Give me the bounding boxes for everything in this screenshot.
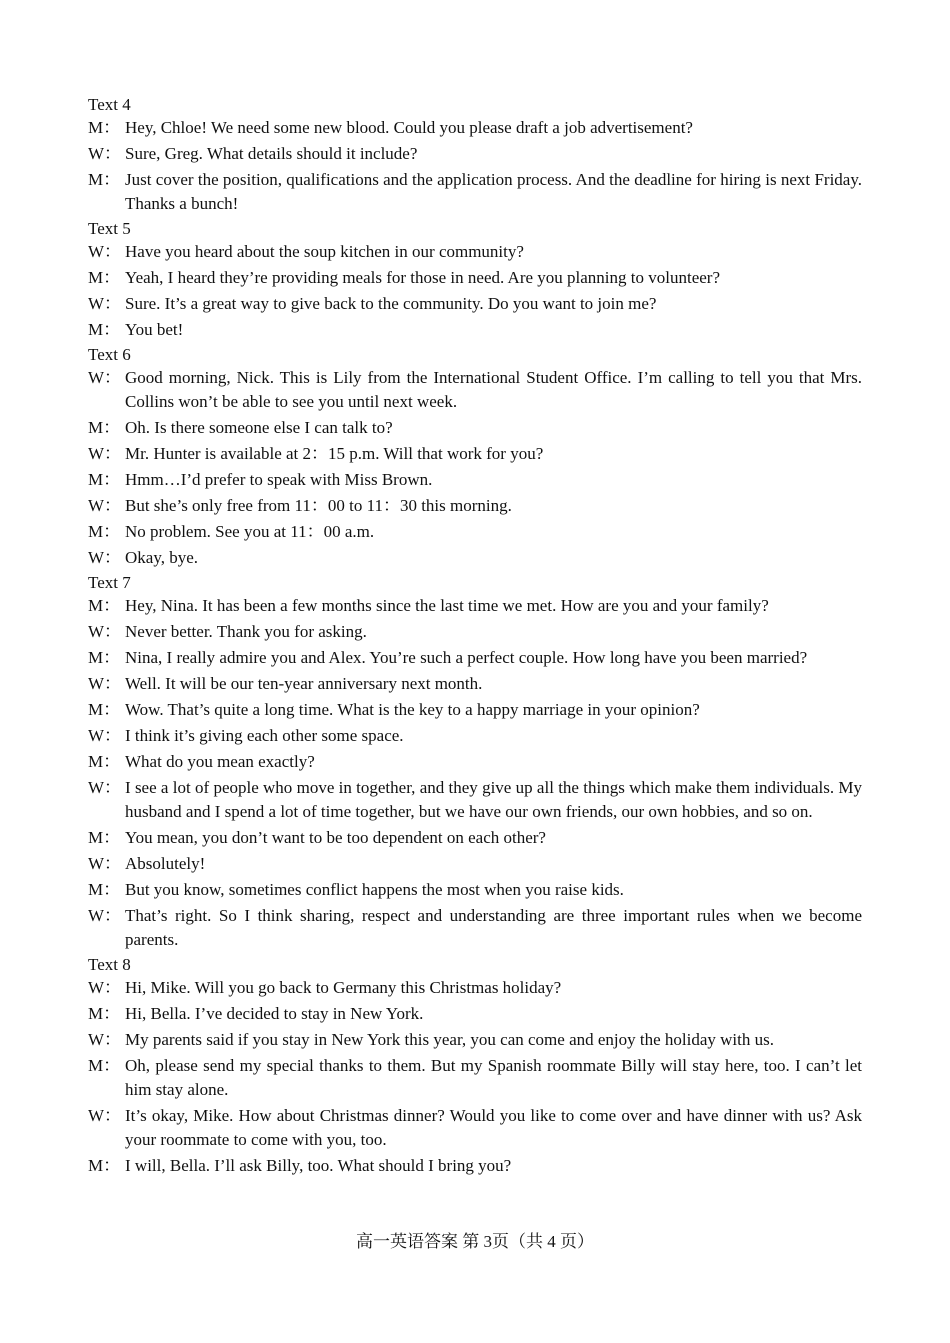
dialogue-text: Good morning, Nick. This is Lily from the International Student Office. I’m calling to tell you that Mrs. Collins won’t be able to see you until next week. bbox=[125, 368, 862, 411]
dialogue-text: I will, Bella. I’ll ask Billy, too. What should I bring you? bbox=[125, 1156, 512, 1175]
dialogue-line bbox=[88, 1104, 862, 1152]
dialogue-line bbox=[88, 1002, 862, 1026]
speaker-label: M： bbox=[88, 320, 121, 339]
speaker-label: M： bbox=[88, 418, 121, 437]
speaker-label: W： bbox=[88, 906, 122, 925]
dialogue-line bbox=[88, 116, 862, 140]
dialogue-text: Hey, Nina. It has been a few months since the last time we met. How are you and your family? bbox=[125, 596, 769, 615]
dialogue-line bbox=[88, 442, 862, 466]
dialogue-line bbox=[88, 266, 862, 290]
dialogue-line bbox=[88, 826, 862, 850]
speaker-label: M： bbox=[88, 118, 121, 137]
speaker-label: W： bbox=[88, 368, 122, 387]
speaker-label: M： bbox=[88, 1056, 121, 1075]
dialogue-text: I see a lot of people who move in together, and they give up all the things which make them individuals. My husband and I spend a lot of time together, but we have our own friends, our own hobbies, and so on. bbox=[125, 778, 862, 821]
dialogue-text: Oh, please send my special thanks to them. But my Spanish roommate Billy will stay here, too. I can’t let him stay alone. bbox=[125, 1056, 862, 1099]
dialogue-line bbox=[88, 594, 862, 618]
dialogue-text: Have you heard about the soup kitchen in our community? bbox=[125, 242, 524, 261]
section-title: Text 6 bbox=[88, 345, 131, 364]
dialogue-text: Nina, I really admire you and Alex. You’re such a perfect couple. How long have you been married? bbox=[125, 648, 808, 667]
dialogue-text: Just cover the position, qualifications and the application process. And the deadline for hiring is next Friday. Thanks a bunch! bbox=[125, 170, 862, 213]
speaker-label: W： bbox=[88, 242, 122, 261]
speaker-label: M： bbox=[88, 470, 121, 489]
speaker-label: M： bbox=[88, 828, 121, 847]
dialogue-line bbox=[88, 366, 862, 414]
speaker-label: M： bbox=[88, 268, 121, 287]
speaker-label: M： bbox=[88, 648, 121, 667]
speaker-label: W： bbox=[88, 778, 122, 797]
transcript-section bbox=[88, 94, 862, 216]
speaker-label: M： bbox=[88, 170, 121, 189]
speaker-label: M： bbox=[88, 522, 121, 541]
dialogue-line bbox=[88, 546, 862, 570]
dialogue-line bbox=[88, 620, 862, 644]
speaker-label: M： bbox=[88, 1156, 121, 1175]
dialogue-text: Never better. Thank you for asking. bbox=[125, 622, 367, 641]
dialogue-line bbox=[88, 750, 862, 774]
dialogue-text: Okay, bye. bbox=[125, 548, 199, 567]
dialogue-text: I think it’s giving each other some space. bbox=[125, 726, 404, 745]
dialogue-line bbox=[88, 494, 862, 518]
dialogue-line bbox=[88, 724, 862, 748]
dialogue-text: Sure, Greg. What details should it include? bbox=[125, 144, 418, 163]
dialogue-text: You bet! bbox=[125, 320, 184, 339]
dialogue-line bbox=[88, 168, 862, 216]
speaker-label: W： bbox=[88, 854, 122, 873]
dialogue-text: No problem. See you at 11：00 a.m. bbox=[125, 522, 375, 541]
speaker-label: W： bbox=[88, 144, 122, 163]
dialogue-line bbox=[88, 142, 862, 166]
section-title: Text 7 bbox=[88, 573, 131, 592]
dialogue-text: Hi, Mike. Will you go back to Germany this Christmas holiday? bbox=[125, 978, 562, 997]
speaker-label: W： bbox=[88, 496, 122, 515]
dialogue-line bbox=[88, 520, 862, 544]
transcript-section bbox=[88, 344, 862, 570]
speaker-label: M： bbox=[88, 1004, 121, 1023]
speaker-label: W： bbox=[88, 548, 122, 567]
dialogue-text: Absolutely! bbox=[125, 854, 206, 873]
page-footer: 高一英语答案 第 3页（共 4 页） bbox=[356, 1232, 594, 1251]
dialogue-text: Sure. It’s a great way to give back to the community. Do you want to join me? bbox=[125, 294, 657, 313]
dialogue-line bbox=[88, 646, 862, 670]
transcript-section bbox=[88, 572, 862, 952]
dialogue-text: Yeah, I heard they’re providing meals for those in need. Are you planning to volunteer? bbox=[125, 268, 720, 287]
dialogue-line bbox=[88, 416, 862, 440]
dialogue-line bbox=[88, 318, 862, 342]
speaker-label: W： bbox=[88, 444, 122, 463]
speaker-label: W： bbox=[88, 726, 122, 745]
dialogue-line bbox=[88, 878, 862, 902]
speaker-label: M： bbox=[88, 752, 121, 771]
dialogue-text: Hey, Chloe! We need some new blood. Could you please draft a job advertisement? bbox=[125, 118, 693, 137]
dialogue-text: Hi, Bella. I’ve decided to stay in New York. bbox=[125, 1004, 424, 1023]
dialogue-text: But you know, sometimes conflict happens the most when you raise kids. bbox=[125, 880, 624, 899]
dialogue-line bbox=[88, 904, 862, 952]
dialogue-text: That’s right. So I think sharing, respect and understanding are three important rules when we become parents. bbox=[125, 906, 862, 949]
speaker-label: M： bbox=[88, 596, 121, 615]
dialogue-line bbox=[88, 1154, 862, 1178]
speaker-label: W： bbox=[88, 1106, 122, 1125]
transcript-page bbox=[88, 94, 862, 1180]
speaker-label: W： bbox=[88, 622, 122, 641]
dialogue-text: Wow. That’s quite a long time. What is the key to a happy marriage in your opinion? bbox=[125, 700, 700, 719]
dialogue-text: Hmm…I’d prefer to speak with Miss Brown. bbox=[125, 470, 433, 489]
dialogue-line bbox=[88, 292, 862, 316]
dialogue-line bbox=[88, 852, 862, 876]
dialogue-text: But she’s only free from 11：00 to 11：30 this morning. bbox=[125, 496, 512, 515]
speaker-label: M： bbox=[88, 700, 121, 719]
dialogue-line bbox=[88, 1054, 862, 1102]
dialogue-line bbox=[88, 976, 862, 1000]
dialogue-text: Well. It will be our ten-year anniversary next month. bbox=[125, 674, 483, 693]
dialogue-text: What do you mean exactly? bbox=[125, 752, 315, 771]
section-title: Text 8 bbox=[88, 955, 131, 974]
dialogue-text: Mr. Hunter is available at 2：15 p.m. Will that work for you? bbox=[125, 444, 544, 463]
dialogue-line bbox=[88, 776, 862, 824]
dialogue-text: You mean, you don’t want to be too dependent on each other? bbox=[125, 828, 546, 847]
speaker-label: W： bbox=[88, 1030, 122, 1049]
dialogue-line bbox=[88, 1028, 862, 1052]
dialogue-line bbox=[88, 672, 862, 696]
dialogue-text: Oh. Is there someone else I can talk to? bbox=[125, 418, 393, 437]
speaker-label: W： bbox=[88, 674, 122, 693]
dialogue-line bbox=[88, 698, 862, 722]
speaker-label: W： bbox=[88, 294, 122, 313]
dialogue-line bbox=[88, 240, 862, 264]
dialogue-line bbox=[88, 468, 862, 492]
transcript-section bbox=[88, 954, 862, 1178]
speaker-label: M： bbox=[88, 880, 121, 899]
dialogue-text: My parents said if you stay in New York this year, you can come and enjoy the holiday with us. bbox=[125, 1030, 774, 1049]
transcript-section bbox=[88, 218, 862, 342]
speaker-label: W： bbox=[88, 978, 122, 997]
section-title: Text 5 bbox=[88, 219, 131, 238]
dialogue-text: It’s okay, Mike. How about Christmas dinner? Would you like to come over and have dinner with us? Ask your roommate to come with you, too. bbox=[125, 1106, 862, 1149]
section-title: Text 4 bbox=[88, 95, 131, 114]
